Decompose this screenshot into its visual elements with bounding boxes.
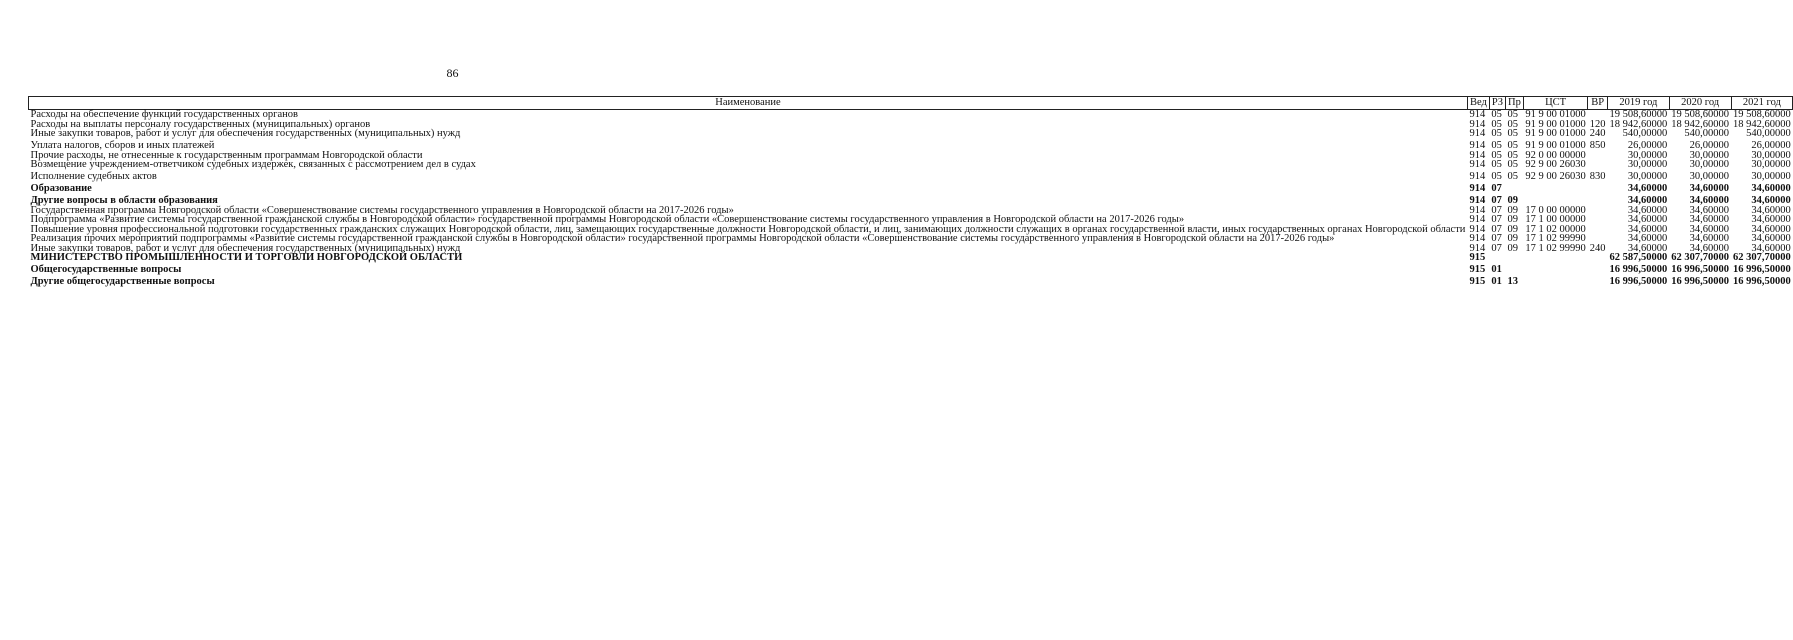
row-name: Государственная программа Новгородской области «Совершенствование системы государственного управления в Новгородской области на 2017-2026 годы» xyxy=(30,204,734,216)
row-name: Иные закупки товаров, работ и услуг для обеспечения государственных (муниципальных) нужд xyxy=(30,128,461,139)
row-amount-2021: 16 996,50000 xyxy=(1733,276,1791,287)
row-ved: 914 xyxy=(1469,149,1486,161)
row-amount-2021: 34,60000 xyxy=(1751,233,1791,244)
row-name: Исполнение судебных актов xyxy=(30,171,157,182)
row-vr xyxy=(1588,275,1608,287)
row-rz: 07 xyxy=(1491,233,1502,244)
row-cst xyxy=(1523,263,1587,275)
row-amount-2021: 16 996,50000 xyxy=(1733,264,1791,275)
row-pr: 05 xyxy=(1507,109,1519,120)
row-pr: 09 xyxy=(1507,233,1519,244)
row-rz: 07 xyxy=(1491,223,1502,235)
row-cst xyxy=(1523,182,1587,194)
row-amount-2019: 34,60000 xyxy=(1627,214,1668,225)
row-cst xyxy=(1523,194,1587,206)
row-amount-2021: 34,60000 xyxy=(1751,242,1791,254)
row-ved: 915 xyxy=(1469,276,1486,287)
table-row xyxy=(29,139,1793,151)
row-rz: 05 xyxy=(1491,109,1502,120)
row-amount-2021: 34,60000 xyxy=(1751,214,1791,225)
row-amount-2019: 16 996,50000 xyxy=(1609,276,1668,287)
table-row xyxy=(29,182,1793,194)
row-ved: 914 xyxy=(1469,118,1486,130)
row-name: Расходы на обеспечение функций государственных органов xyxy=(30,109,298,120)
row-amount-2019: 34,60000 xyxy=(1627,183,1668,194)
row-vr xyxy=(1588,263,1608,275)
row-ved: 914 xyxy=(1469,242,1486,254)
row-vr: 240 xyxy=(1589,128,1606,139)
row-cst: 91 9 00 01000 xyxy=(1525,109,1586,120)
header-pr: Пр xyxy=(1506,97,1524,110)
row-ved: 914 xyxy=(1469,159,1486,170)
row-amount-2019: 26,00000 xyxy=(1627,140,1668,151)
row-name: Уплата налогов, сборов и иных платежей xyxy=(30,140,215,151)
row-amount-2019: 18 942,60000 xyxy=(1609,118,1668,130)
row-amount-2020: 34,60000 xyxy=(1689,204,1730,216)
table-row xyxy=(29,160,1793,170)
row-ved: 914 xyxy=(1469,214,1486,225)
row-name: Образование xyxy=(30,183,92,194)
row-amount-2021: 19 508,60000 xyxy=(1733,109,1791,120)
row-amount-2019: 34,60000 xyxy=(1627,233,1668,244)
table-row xyxy=(29,110,1793,120)
row-vr xyxy=(1588,215,1608,225)
row-rz: 07 xyxy=(1491,242,1502,254)
header-2021: 2021 год xyxy=(1731,97,1793,110)
row-name: Повышение уровня профессиональной подготовки государственных гражданских служащих Новгородской области, лиц, замещающих государственные должности Новгородской области, и лиц, занимающих должности служащих в органах государственной власти, иных государственных органах Новгородской области xyxy=(30,223,1466,235)
row-pr: 09 xyxy=(1507,214,1519,225)
row-ved: 915 xyxy=(1469,252,1486,263)
row-ved: 914 xyxy=(1469,140,1486,151)
row-rz: 07 xyxy=(1491,204,1502,216)
row-pr: 05 xyxy=(1507,159,1519,170)
row-ved: 915 xyxy=(1469,264,1486,275)
header-vr: ВР xyxy=(1588,97,1608,110)
row-rz: 01 xyxy=(1491,276,1502,287)
row-pr: 09 xyxy=(1507,204,1519,216)
row-vr: 240 xyxy=(1589,242,1606,254)
row-cst: 17 1 02 00000 xyxy=(1525,223,1586,235)
row-name: Расходы на выплаты персоналу государственных (муниципальных) органов xyxy=(30,118,371,130)
header-rz: РЗ xyxy=(1489,97,1505,110)
row-amount-2021: 30,00000 xyxy=(1751,149,1791,161)
row-cst: 92 0 00 00000 xyxy=(1525,149,1586,161)
row-ved: 914 xyxy=(1469,183,1486,194)
row-amount-2021: 30,00000 xyxy=(1751,171,1791,182)
row-amount-2019: 62 587,50000 xyxy=(1609,252,1668,263)
row-pr xyxy=(1506,263,1524,275)
row-rz: 07 xyxy=(1491,195,1502,206)
row-ved: 914 xyxy=(1469,204,1486,216)
header-ved: Вед xyxy=(1467,97,1489,110)
row-pr: 05 xyxy=(1507,149,1519,161)
row-ved: 914 xyxy=(1469,171,1486,182)
row-vr xyxy=(1588,160,1608,170)
row-rz: 05 xyxy=(1491,171,1502,182)
row-pr: 09 xyxy=(1507,195,1519,206)
row-name: Другие общегосударственные вопросы xyxy=(30,276,215,287)
row-pr: 05 xyxy=(1507,171,1519,182)
row-name: Возмещение учреждением-ответчиком судебных издержек, связанных с рассмотрением дел в судах xyxy=(30,159,476,170)
table-row xyxy=(29,194,1793,206)
row-vr xyxy=(1588,110,1608,120)
row-name: Другие вопросы в области образования xyxy=(30,195,218,206)
row-rz xyxy=(1489,253,1505,263)
row-amount-2020: 30,00000 xyxy=(1689,149,1730,161)
row-name: Реализация прочих мероприятий подпрограммы «Развитие системы государственной гражданской службы в Новгородской области» государственной программы Новгородской области «Совершенствование системы государственного управления в Новгородской области на 2017-2026 годы» xyxy=(30,233,1335,244)
row-amount-2020: 30,00000 xyxy=(1689,171,1730,182)
row-amount-2021: 34,60000 xyxy=(1751,204,1791,216)
row-pr xyxy=(1506,182,1524,194)
row-amount-2019: 30,00000 xyxy=(1627,149,1668,161)
row-amount-2021: 30,00000 xyxy=(1751,159,1791,170)
table-row xyxy=(29,253,1793,263)
row-rz: 07 xyxy=(1491,214,1502,225)
row-cst: 92 9 00 26030 xyxy=(1525,171,1586,182)
row-ved: 914 xyxy=(1469,109,1486,120)
row-amount-2020: 30,00000 xyxy=(1689,159,1730,170)
row-amount-2020: 34,60000 xyxy=(1689,214,1730,225)
row-cst: 17 0 00 00000 xyxy=(1525,204,1586,216)
row-amount-2019: 540,00000 xyxy=(1622,128,1668,139)
row-cst: 91 9 00 01000 xyxy=(1525,128,1586,139)
row-amount-2020: 19 508,60000 xyxy=(1671,109,1730,120)
table-row xyxy=(29,170,1793,182)
row-amount-2020: 16 996,50000 xyxy=(1671,264,1730,275)
row-vr xyxy=(1588,151,1608,161)
budget-table xyxy=(28,96,1793,287)
row-amount-2020: 34,60000 xyxy=(1689,233,1730,244)
row-vr: 120 xyxy=(1589,118,1606,130)
row-name: Иные закупки товаров, работ и услуг для обеспечения государственных (муниципальных) нужд xyxy=(30,242,461,254)
page-number: 86 xyxy=(446,66,459,80)
row-rz: 05 xyxy=(1491,159,1502,170)
row-amount-2020: 18 942,60000 xyxy=(1671,118,1730,130)
header-cst: ЦСТ xyxy=(1523,97,1587,110)
row-amount-2021: 26,00000 xyxy=(1751,140,1791,151)
row-amount-2021: 18 942,60000 xyxy=(1733,118,1791,130)
row-amount-2019: 34,60000 xyxy=(1627,223,1668,235)
row-amount-2020: 62 307,70000 xyxy=(1671,252,1730,263)
row-amount-2019: 34,60000 xyxy=(1627,195,1668,206)
row-cst xyxy=(1523,253,1587,263)
row-amount-2020: 16 996,50000 xyxy=(1671,276,1730,287)
table-row xyxy=(29,263,1793,275)
row-amount-2019: 30,00000 xyxy=(1627,171,1668,182)
row-cst: 91 9 00 01000 xyxy=(1525,140,1586,151)
row-amount-2021: 34,60000 xyxy=(1751,223,1791,235)
row-cst: 17 1 02 99990 xyxy=(1525,233,1586,244)
row-cst xyxy=(1523,275,1587,287)
row-amount-2020: 34,60000 xyxy=(1689,223,1730,235)
row-rz: 05 xyxy=(1491,128,1502,139)
row-pr: 13 xyxy=(1507,276,1519,287)
header-name: Наименование xyxy=(29,97,1468,110)
row-rz: 05 xyxy=(1491,118,1502,130)
row-amount-2019: 16 996,50000 xyxy=(1609,264,1668,275)
table-header-row xyxy=(29,97,1793,110)
row-name: Подпрограмма «Развитие системы государственной гражданской службы в Новгородской области» государственной программы Новгородской области «Совершенствование системы государственного управления в Новгородской области на 2017-2026 годы» xyxy=(30,214,1185,225)
row-vr xyxy=(1588,194,1608,206)
row-vr xyxy=(1588,206,1608,216)
row-amount-2021: 540,00000 xyxy=(1746,128,1791,139)
row-amount-2020: 34,60000 xyxy=(1689,195,1730,206)
row-amount-2019: 19 508,60000 xyxy=(1609,109,1668,120)
row-cst: 92 9 00 26030 xyxy=(1525,159,1586,170)
row-amount-2019: 34,60000 xyxy=(1627,242,1668,254)
row-name: Прочие расходы, не отнесенные к государственным программам Новгородской области xyxy=(30,149,423,161)
row-vr xyxy=(1588,225,1608,235)
row-cst: 17 1 02 99990 xyxy=(1525,242,1586,254)
row-amount-2020: 540,00000 xyxy=(1684,128,1730,139)
row-ved: 914 xyxy=(1469,233,1486,244)
row-amount-2020: 34,60000 xyxy=(1689,242,1730,254)
row-amount-2020: 26,00000 xyxy=(1689,140,1730,151)
row-amount-2021: 34,60000 xyxy=(1751,195,1791,206)
row-pr: 05 xyxy=(1507,140,1519,151)
row-name: Общегосударственные вопросы xyxy=(30,264,182,275)
row-pr xyxy=(1506,253,1524,263)
row-pr: 09 xyxy=(1507,242,1519,254)
row-amount-2020: 34,60000 xyxy=(1689,183,1730,194)
row-ved: 914 xyxy=(1469,223,1486,235)
row-amount-2019: 34,60000 xyxy=(1627,204,1668,216)
row-amount-2021: 62 307,70000 xyxy=(1733,252,1791,263)
row-vr xyxy=(1588,253,1608,263)
row-name: МИНИСТЕРСТВО ПРОМЫШЛЕННОСТИ И ТОРГОВЛИ НОВГОРОДСКОЙ ОБЛАСТИ xyxy=(30,252,463,263)
row-ved: 914 xyxy=(1469,195,1486,206)
header-2020: 2020 год xyxy=(1669,97,1731,110)
row-rz: 01 xyxy=(1491,264,1502,275)
row-pr: 05 xyxy=(1507,128,1519,139)
row-ved: 914 xyxy=(1469,128,1486,139)
row-amount-2021: 34,60000 xyxy=(1751,183,1791,194)
header-2019: 2019 год xyxy=(1608,97,1670,110)
table-row xyxy=(29,275,1793,287)
row-cst: 91 9 00 01000 xyxy=(1525,118,1586,130)
row-vr: 850 xyxy=(1589,140,1606,151)
row-vr: 830 xyxy=(1589,171,1606,182)
row-rz: 07 xyxy=(1491,183,1502,194)
row-pr: 05 xyxy=(1507,118,1519,130)
table-row xyxy=(29,129,1793,139)
row-amount-2019: 30,00000 xyxy=(1627,159,1668,170)
row-rz: 05 xyxy=(1491,140,1502,151)
row-rz: 05 xyxy=(1491,149,1502,161)
row-vr xyxy=(1588,182,1608,194)
row-cst: 17 1 00 00000 xyxy=(1525,214,1586,225)
row-pr: 09 xyxy=(1507,223,1519,235)
